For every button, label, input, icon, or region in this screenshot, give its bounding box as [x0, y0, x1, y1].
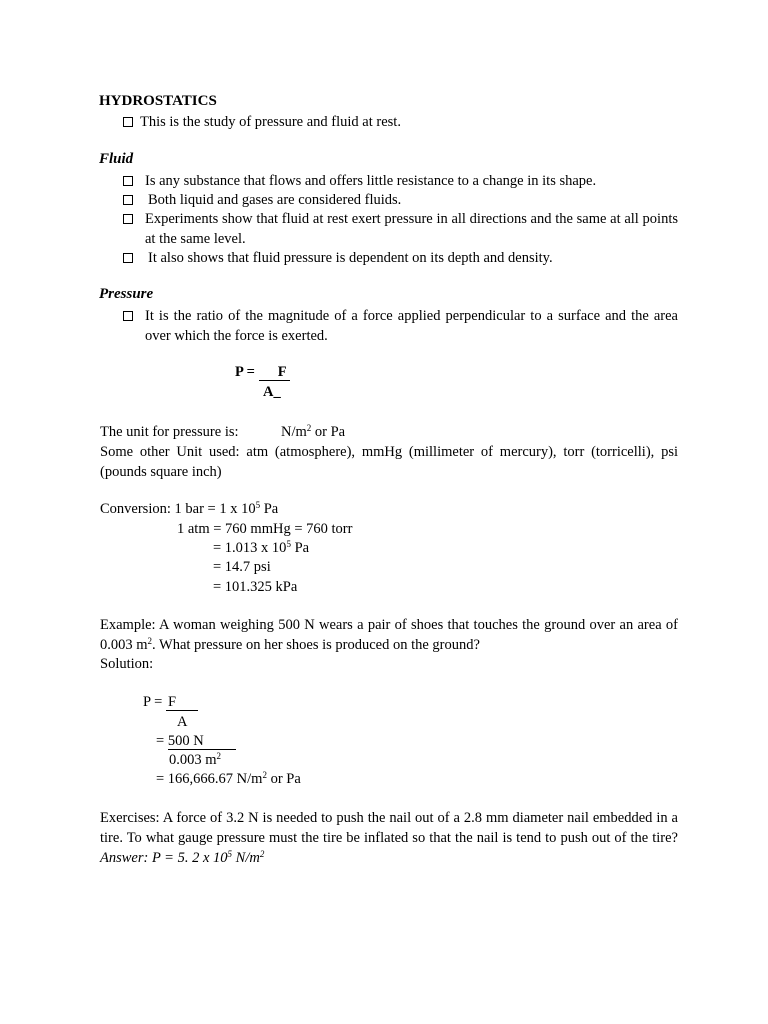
unit-label: The unit for pressure is: — [100, 424, 239, 440]
formula-lhs: P = — [235, 364, 259, 380]
conversion-line-3 — [213, 538, 309, 558]
unit-value-post: or Pa — [311, 424, 346, 440]
unit-value-text: N/m — [281, 424, 307, 440]
conv3-sup: 5 — [286, 539, 291, 549]
solution-numerator: F — [166, 694, 198, 711]
conversion-line-1 — [100, 499, 278, 519]
intro-text: This is the study of pressure and fluid at rest. — [140, 114, 401, 130]
pressure-formula — [235, 364, 290, 381]
conv1-sup: 5 — [255, 500, 261, 510]
solution-den2-sup: 2 — [216, 751, 222, 761]
checkbox-icon — [123, 176, 133, 186]
conversion-line-4: = 14.7 psi — [213, 559, 271, 575]
intro-item — [123, 112, 401, 132]
solution-eq: = — [156, 733, 168, 749]
checkbox-icon — [123, 195, 133, 205]
solution-den2-text: 0.003 m — [169, 752, 217, 768]
fluid-bullet-2-text: Both liquid and gases are considered fluids. — [148, 192, 402, 208]
solution-formula — [143, 692, 198, 712]
conversion-line-2: 1 atm = 760 mmHg = 760 torr — [177, 521, 353, 537]
other-units: Some other Unit used: atm (atmosphere), mmHg (millimeter of mercury), torr (torricelli), psi (pounds square inch) — [100, 444, 678, 480]
pressure-heading: Pressure — [99, 286, 154, 302]
formula-numerator: F — [259, 364, 290, 381]
conversion-line-5: = 101.325 kPa — [213, 579, 298, 595]
solution-step-2 — [156, 731, 236, 751]
solution-label: Solution: — [100, 656, 154, 672]
exercise-answer — [100, 850, 264, 866]
example-text-sup: 2 — [147, 636, 153, 646]
unit-value-sup: 2 — [306, 423, 312, 433]
pressure-bullet — [123, 306, 140, 326]
checkbox-icon — [123, 214, 133, 224]
formula-denominator: A_ — [263, 384, 281, 400]
fluid-bullet-1 — [123, 171, 140, 191]
example-text-pre: Example: A woman weighing 500 N wears a pair of shoes that touches the ground over an area of 0.003 m — [100, 617, 678, 653]
conv3-text: = 1.013 x 10 — [213, 540, 287, 556]
conv3-post: Pa — [290, 540, 310, 556]
solution-denominator-2 — [169, 750, 221, 770]
checkbox-icon — [123, 117, 133, 127]
solution-result-text: = 166,666.67 N/m — [156, 771, 263, 787]
fluid-bullet-3-text: Experiments show that fluid at rest exert pressure in all directions and the same at all points at the same level. — [145, 211, 678, 247]
solution-result — [156, 769, 301, 789]
checkbox-icon — [123, 253, 133, 263]
solution-result-post: or Pa — [266, 771, 301, 787]
conv1-text: Conversion: 1 bar = 1 x 10 — [100, 501, 256, 517]
answer-sup2: 2 — [259, 849, 265, 859]
fluid-heading: Fluid — [99, 151, 134, 167]
example-text-post: . What pressure on her shoes is produced on the ground? — [152, 637, 480, 653]
solution-result-sup: 2 — [262, 770, 267, 780]
pressure-bullet-text: It is the ratio of the magnitude of a force applied perpendicular to a surface and the area over which the force is exerted. — [145, 308, 678, 344]
solution-lhs: P = — [143, 694, 166, 710]
unit-line — [100, 422, 239, 442]
fluid-bullet-4-text: It also shows that fluid pressure is dependent on its depth and density. — [148, 250, 553, 266]
answer-text: Answer: P = 5. 2 x 10 — [100, 850, 228, 866]
exercise-text — [100, 808, 678, 868]
unit-value — [281, 422, 345, 442]
solution-numerator-2: 500 N — [168, 733, 236, 750]
fluid-bullet-2 — [123, 190, 140, 210]
checkbox-icon — [123, 311, 133, 321]
conv1-post: Pa — [260, 501, 279, 517]
fluid-bullet-1-text: Is any substance that flows and offers little resistance to a change in its shape. — [145, 173, 597, 189]
exercise-question: Exercises: A force of 3.2 N is needed to push the nail out of a 2.8 mm diameter nail embedded in a tire. To what gauge pressure must the tire be inflated so that the nail is tend to push out of the tire? — [100, 810, 678, 846]
answer-sup: 5 — [227, 849, 233, 859]
page-title: HYDROSTATICS — [99, 93, 217, 109]
fluid-bullet-3 — [123, 209, 140, 229]
fluid-bullet-4 — [123, 248, 140, 268]
answer-mid: N/m — [232, 850, 260, 866]
solution-denominator: A — [177, 714, 188, 730]
example-text — [100, 615, 678, 655]
